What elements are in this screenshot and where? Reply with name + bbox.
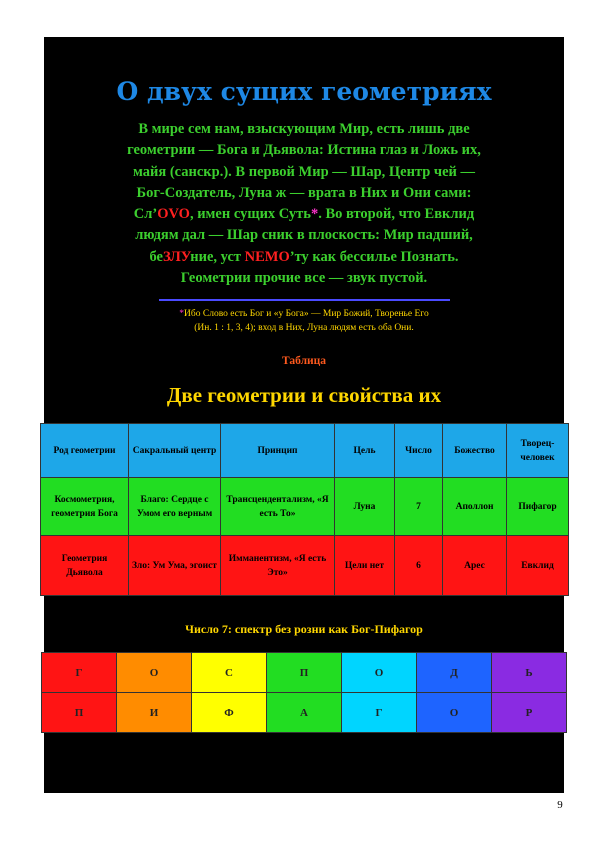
table-cell: Аполлон (443, 478, 507, 536)
poem-highlight: ЗЛУ (162, 248, 191, 265)
poem-highlight: OVO (157, 206, 190, 223)
table-cell: Евклид (507, 536, 569, 596)
footnote-line: (Ин. 1 : 1, 3, 4); вход в Них, Луна людям есть оба Они. (194, 323, 414, 333)
header-cell: Творец-человек (507, 424, 569, 478)
poem-text (58, 119, 550, 289)
table-cell: Пифагор (507, 478, 569, 536)
section-subtitle: Две геометрии и свойства их (166, 383, 442, 407)
spectrum-cell: Г (42, 653, 117, 693)
spectrum-cell: О (117, 653, 192, 693)
header-cell: Принцип (221, 424, 335, 478)
header-cell: Число (395, 424, 443, 478)
footnote-marker: * (310, 206, 319, 223)
spectrum-cell: Д (417, 653, 492, 693)
table-cell: Трансцендентализм, «Я есть То» (221, 478, 335, 536)
header-cell: Цель (335, 424, 395, 478)
table-cell: Луна (335, 478, 395, 536)
poem-line: геометрии — Бога и Дьявола: Истина глаз и Ложь их, (127, 142, 481, 159)
poem-fragment: . Во второй, что Евклид (318, 206, 475, 223)
poem-highlight: NEMO (244, 248, 290, 265)
spectrum-cell: Ф (192, 693, 267, 733)
table-cell: Арес (443, 536, 507, 596)
spectrum-cell: П (42, 693, 117, 733)
poem-line: Бог-Создатель, Луна ж — врата в Них и Они сами: (136, 184, 472, 201)
poem-fragment: ние, уст (190, 248, 245, 265)
spectrum-cell: И (117, 693, 192, 733)
page-panel (44, 37, 564, 793)
page-title: О двух сущих геометриях (116, 77, 492, 106)
divider (159, 299, 450, 301)
table-cell: Зло: Ум Ума, эгоист (129, 536, 221, 596)
poem-fragment: , имен сущих Суть (189, 206, 311, 223)
page-number: 9 (557, 799, 563, 811)
spectrum-cell: О (342, 653, 417, 693)
table-cell: Имманентизм, «Я есть Это» (221, 536, 335, 596)
table-cell: Космометрия, геометрия Бога (41, 478, 129, 536)
poem-fragment: Сл’ (133, 206, 158, 223)
spectrum-table (41, 652, 567, 733)
footnote-text: Ибо Слово есть Бог и «у Бога» — Мир Божий, Творенье Его (184, 309, 429, 319)
poem-line (58, 247, 550, 268)
poem-line: людям дал — Шар сник в плоскость: Мир падший, (135, 227, 473, 244)
poem-line: майя (санскр.). В первой Мир — Шар, Центр чей — (132, 163, 476, 180)
header-cell: Божество (443, 424, 507, 478)
header-cell: Сакральный центр (129, 424, 221, 478)
poem-line (58, 204, 550, 225)
table-cell: 6 (395, 536, 443, 596)
table-label: Таблица (281, 355, 327, 367)
geometry-table (40, 423, 569, 596)
footnote-marker: * (179, 309, 185, 319)
poem-fragment: бе (149, 248, 163, 265)
spectrum-cell: П (267, 653, 342, 693)
spectrum-cell: Ь (492, 653, 567, 693)
spectrum-row-bottom (42, 693, 567, 733)
footnote-line (104, 307, 504, 321)
table-cell: 7 (395, 478, 443, 536)
table-row (41, 536, 569, 596)
spectrum-cell: С (192, 653, 267, 693)
table-row (41, 478, 569, 536)
table-cell: Благо: Сердце с Умом его верным (129, 478, 221, 536)
table-header-row (41, 424, 569, 478)
spectrum-cell: О (417, 693, 492, 733)
poem-line: В мире сем нам, взыскующим Мир, есть лишь две (138, 121, 470, 137)
poem-fragment: ’ту как бессилье Познать. (289, 248, 459, 265)
spectrum-row-top (42, 653, 567, 693)
table-cell: Цели нет (335, 536, 395, 596)
footnote (104, 307, 504, 335)
poem-line: Геометрии прочие все — звук пустой. (180, 270, 428, 287)
spectrum-cell: А (267, 693, 342, 733)
spectrum-cell: Г (342, 693, 417, 733)
table-cell: Геометрия Дьявола (41, 536, 129, 596)
spectrum-cell: Р (492, 693, 567, 733)
spectrum-caption: Число 7: спектр без розни как Бог-Пифагор (185, 622, 423, 636)
header-cell: Род геометрии (41, 424, 129, 478)
